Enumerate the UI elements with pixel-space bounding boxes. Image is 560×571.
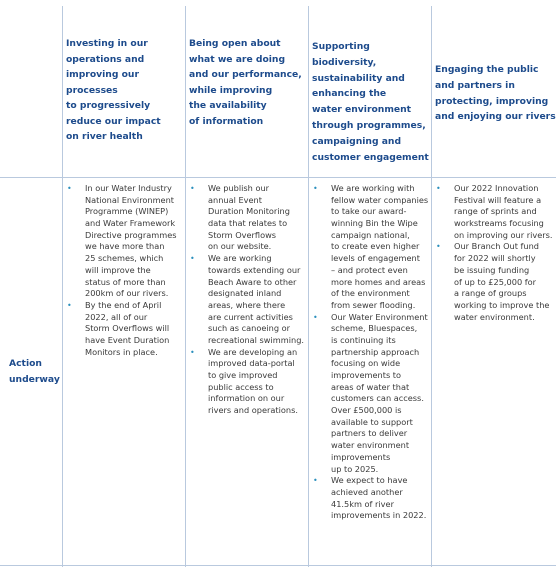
list-item <box>66 300 184 358</box>
bullet-icon: • <box>67 184 72 193</box>
column-cell-engaging-public <box>435 183 557 323</box>
bullet-icon: • <box>67 300 72 310</box>
list-item <box>312 183 430 312</box>
header-divider <box>0 177 556 178</box>
table-bottom-border <box>0 565 556 566</box>
list-item-text: Our Water Environment scheme, Bluespaces, is continuing its partnership approach focusing on wide improvements to areas of water that customers can access. Over £500,000 is available to support partners to deliver water environment improvements up to 2025. <box>331 311 428 474</box>
list-item <box>66 183 184 300</box>
list-item-text: We are developing an improved data-portal to give improved public access to information on our rivers and operations. <box>208 346 298 416</box>
column-divider <box>308 6 309 567</box>
column-cell-investing <box>66 183 184 358</box>
column-header-engaging-public: Engaging the public and partners in protecting, improving and enjoying our rivers <box>435 64 556 123</box>
bullet-icon: • <box>190 254 195 264</box>
bullet-icon: • <box>313 184 318 193</box>
list-item-text: We expect to have achieved another 41.5km of river improvements in 2022. <box>331 475 427 521</box>
bullet-icon: • <box>190 347 195 357</box>
column-header-supporting-biodiversity: Supporting biodiversity, sustainability and enhancing the water environment through programmes, campaigning and customer engagement <box>312 41 429 163</box>
list-item <box>435 183 557 241</box>
list-item-text: We publish our annual Event Duration Monitoring data that relates to Storm Overflows on our website. <box>208 183 290 252</box>
list-item-text: Our 2022 Innovation Festival will feature a range of sprints and workstreams focusing on improving our rivers. <box>454 183 553 240</box>
row-header-action-underway: Action underway <box>9 358 60 385</box>
list-item-text: By the end of April 2022, all of our Storm Overflows will have Event Duration Monitors in place. <box>85 299 170 357</box>
column-divider <box>185 6 186 567</box>
list-item <box>189 253 307 347</box>
list-item-text: We are working towards extending our Beach Aware to other designated inland areas, where there are current activities such as canoeing or recreational swimming. <box>208 253 304 345</box>
list-item-text: Our Branch Out fund for 2022 will shortly be issuing funding of up to £25,000 for a range of groups working to improve the water environment. <box>454 241 550 322</box>
column-header-being-open: Being open about what we are doing and our performance, while improving the availability of information <box>189 38 302 127</box>
bullet-icon: • <box>436 184 441 193</box>
list-item <box>189 347 307 417</box>
list-item <box>189 183 307 253</box>
list-item <box>312 312 430 476</box>
bullet-icon: • <box>313 312 318 322</box>
column-divider <box>431 6 432 567</box>
list-item <box>312 475 430 522</box>
bullet-icon: • <box>190 184 195 193</box>
list-item-text: We are working with fellow water companies to take our award- winning Bin the Wipe campaign national, to create even higher levels of engagement – and protect even more homes and areas of the environment from sewer flooding. <box>331 183 429 310</box>
bullet-icon: • <box>313 476 318 486</box>
column-header-investing: Investing in our operations and improving our processes to progressively reduce our impact on river health <box>66 38 161 142</box>
column-cell-supporting-biodiversity <box>312 183 430 522</box>
bullet-icon: • <box>436 242 441 252</box>
list-item-text: In our Water Industry National Environment Programme (WINEP) and Water Framework Directive programmes we have more than 25 schemes, which will improve the status of more than 200km of our rivers. <box>85 183 177 299</box>
column-cell-being-open <box>189 183 307 417</box>
list-item <box>435 241 557 323</box>
column-divider <box>62 6 63 567</box>
